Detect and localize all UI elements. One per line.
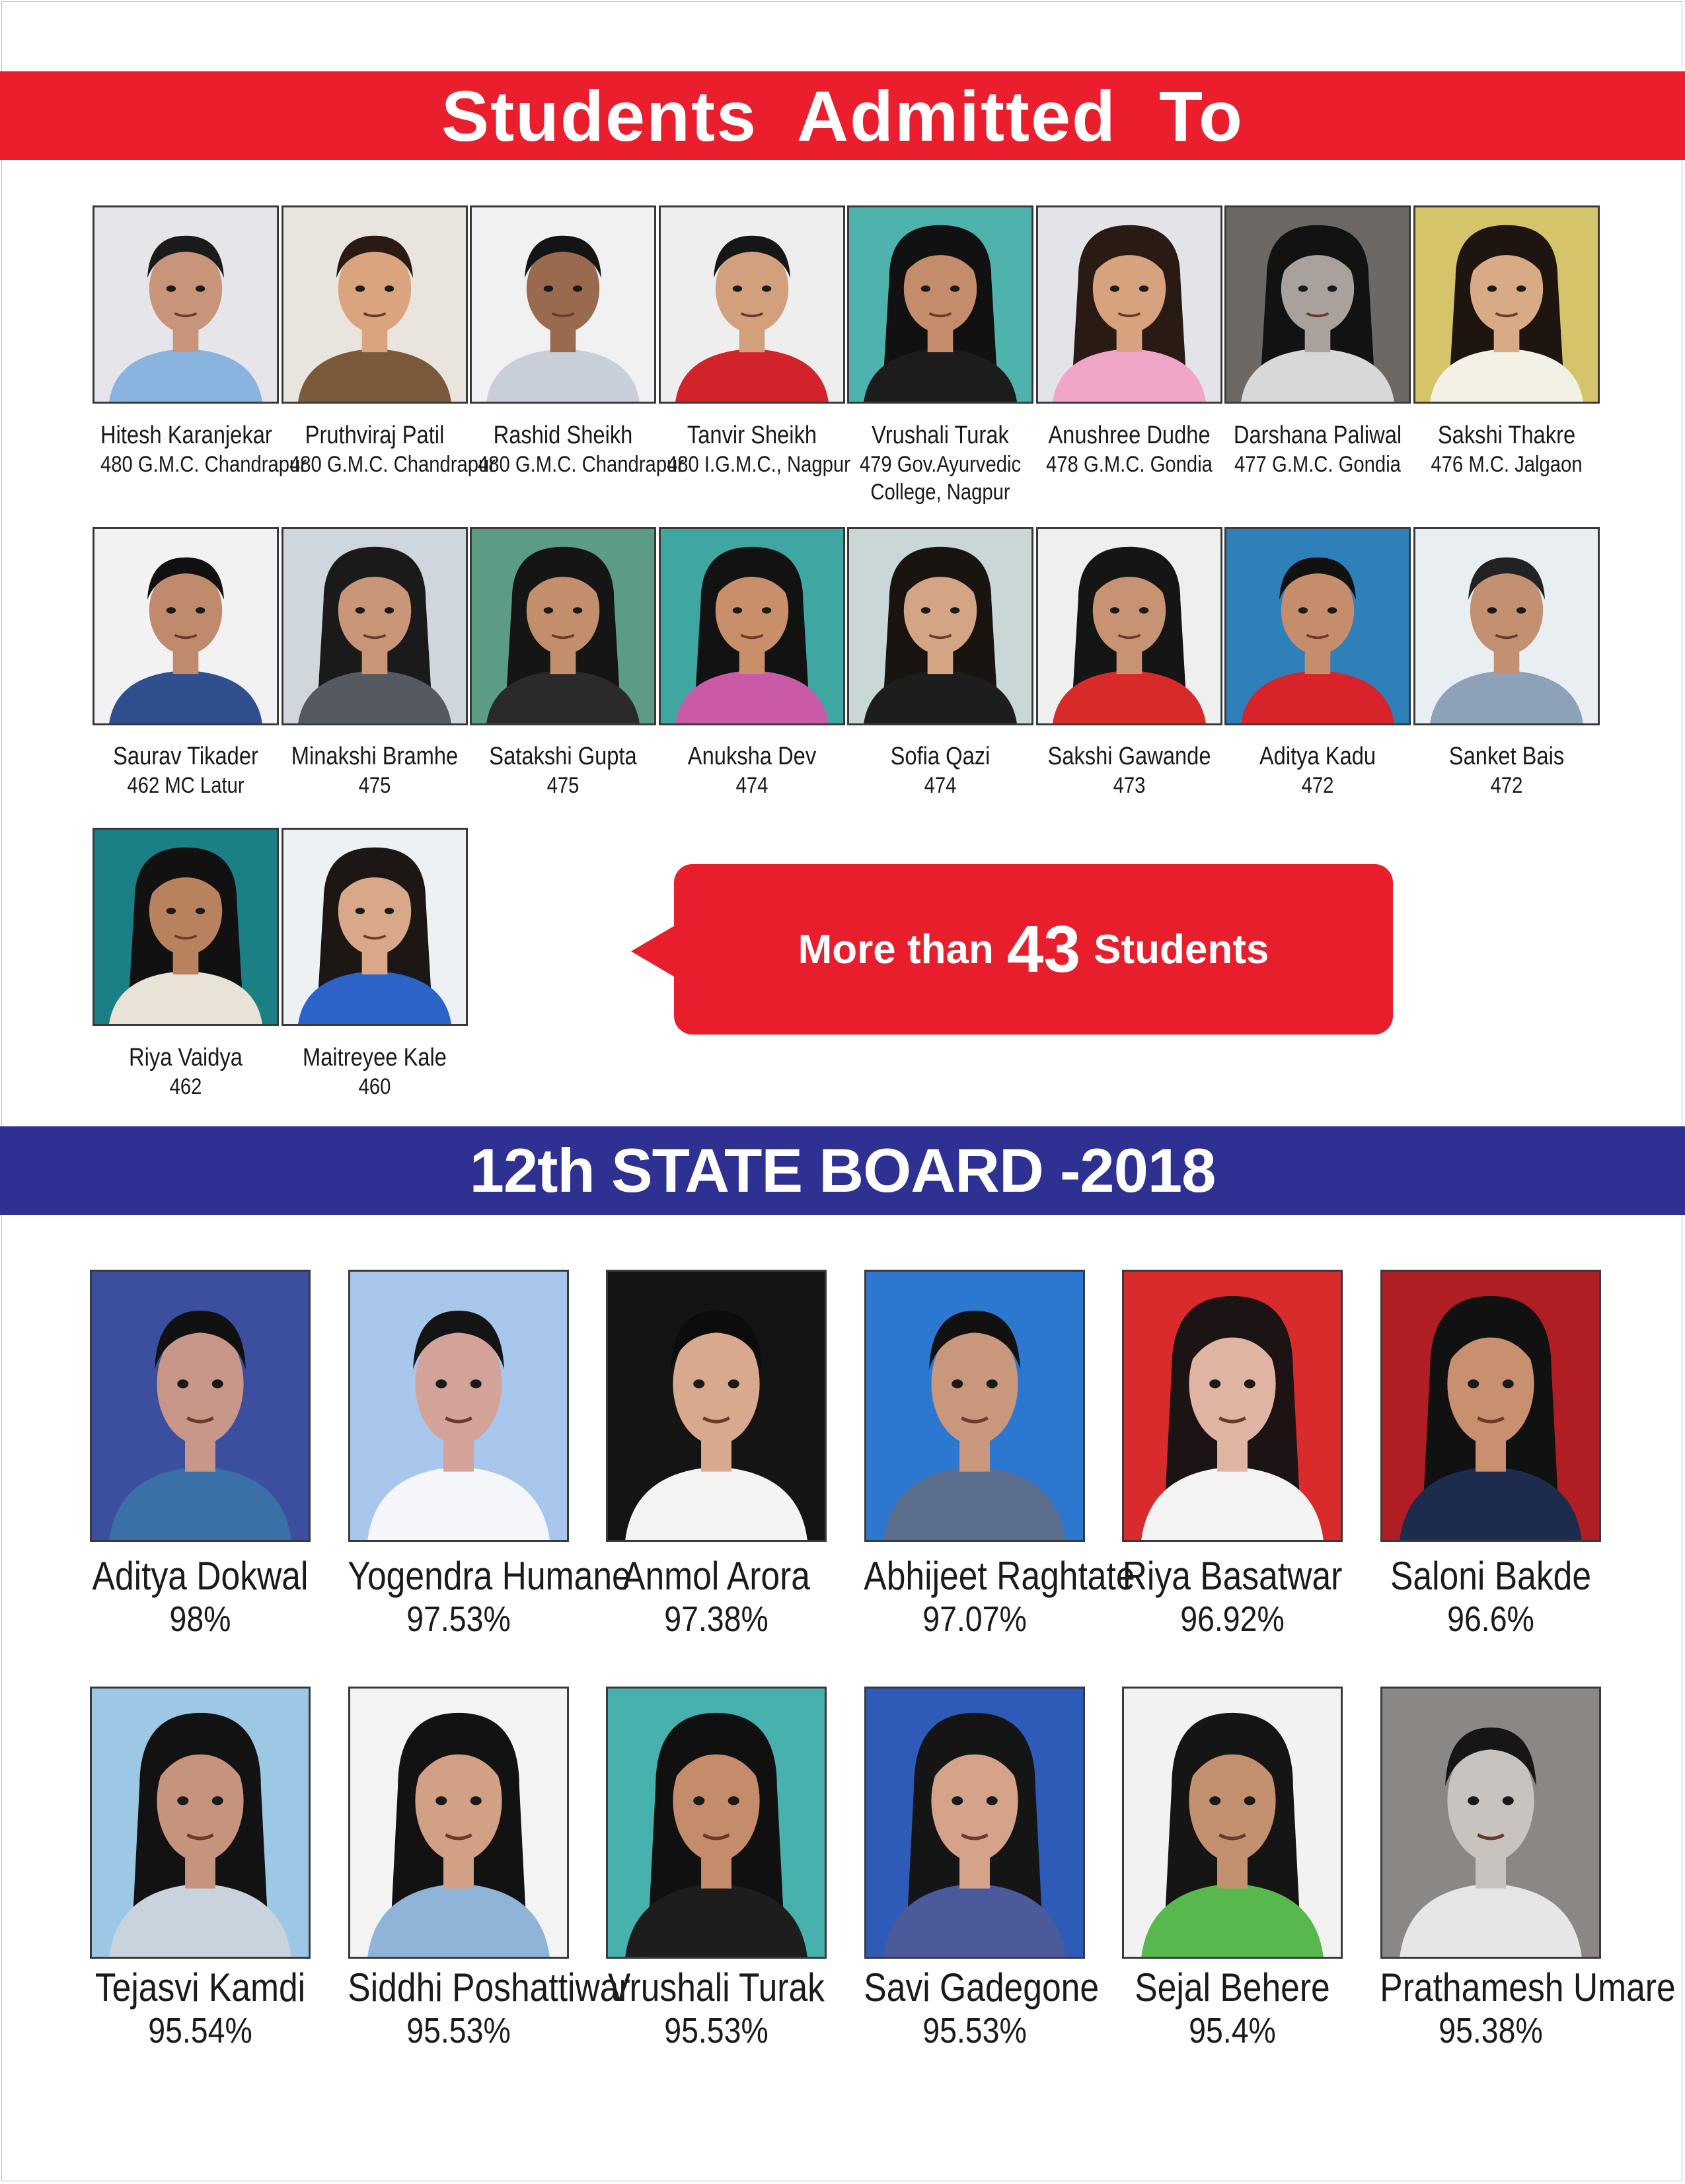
admitted-banner — [0, 71, 1685, 160]
student-name: Rashid Sheikh — [493, 421, 633, 449]
student-score: 462 MC Latur — [127, 773, 244, 798]
student-photo — [1036, 527, 1222, 725]
callout-prefix: More than — [798, 926, 994, 972]
student-photo — [281, 205, 468, 404]
student-score: 474 — [924, 773, 957, 798]
student-score: 476 M.C. Jalgaon — [1431, 452, 1583, 477]
student-photo-art — [350, 1689, 567, 1957]
student-caption — [89, 1554, 311, 1640]
student-photo-art — [283, 830, 466, 1024]
student-caption — [89, 1965, 311, 2051]
callout-arrow — [631, 925, 676, 978]
student-name: Abhijeet Raghtate — [864, 1554, 1135, 1598]
student-caption — [478, 741, 648, 799]
student-caption — [855, 741, 1026, 799]
student-photo — [1380, 1687, 1601, 1959]
student-name: Maitreyee Kale — [303, 1044, 447, 1072]
student-photo — [864, 1270, 1085, 1542]
student-photo — [606, 1270, 827, 1542]
student-photo-art — [1226, 207, 1409, 402]
student-caption — [100, 420, 307, 478]
student-score: 95.53% — [406, 2011, 511, 2051]
student-score-line2: College, Nagpur — [870, 480, 1010, 505]
student-score: 97.53% — [406, 1599, 511, 1639]
student-name: Anushree Dudhe — [1048, 421, 1211, 449]
student-caption — [1121, 1554, 1343, 1640]
board-title: 12th STATE BOARD -2018 — [469, 1136, 1216, 1205]
student-photo-art — [92, 1689, 309, 1957]
student-score: 95.4% — [1189, 2011, 1276, 2051]
student-score: 97.38% — [664, 1599, 768, 1639]
student-photo-art — [472, 529, 654, 723]
student-name: Vrushali Turak — [608, 1965, 825, 2010]
student-score: 97.07% — [922, 1599, 1027, 1639]
student-photo-art — [472, 207, 654, 402]
student-photo — [847, 205, 1033, 404]
student-score: 478 G.M.C. Gondia — [1046, 452, 1213, 477]
student-photo — [93, 527, 279, 725]
student-photo-art — [1038, 207, 1220, 402]
student-score: 479 Gov.Ayurvedic — [859, 452, 1022, 477]
student-caption — [289, 741, 460, 799]
student-photo — [1224, 527, 1411, 725]
student-score: 472 — [1490, 773, 1523, 798]
student-score: 96.6% — [1447, 1599, 1534, 1639]
student-caption — [289, 420, 496, 478]
student-caption — [667, 420, 850, 478]
student-caption — [1380, 1965, 1676, 2051]
student-photo-art — [1382, 1272, 1599, 1540]
student-photo-art — [661, 529, 843, 723]
student-name: Darshana Paliwal — [1233, 421, 1402, 449]
student-photo — [659, 205, 845, 404]
student-name: Riya Basatwar — [1122, 1554, 1343, 1598]
student-name: Aditya Dokwal — [92, 1554, 309, 1598]
student-score: 472 — [1301, 773, 1334, 798]
student-photo-art — [1124, 1689, 1341, 1957]
student-photo — [90, 1687, 311, 1959]
student-caption — [1232, 420, 1403, 478]
student-photo — [348, 1270, 569, 1542]
student-caption — [855, 420, 1026, 506]
student-caption — [1044, 741, 1215, 799]
callout-suffix: Students — [1094, 926, 1269, 972]
student-photo-art — [866, 1689, 1083, 1957]
student-name: Saloni Bakde — [1390, 1554, 1592, 1598]
student-photo — [90, 1270, 311, 1542]
student-photo-art — [849, 207, 1031, 402]
student-score: 98% — [169, 1599, 231, 1639]
student-caption — [864, 1965, 1100, 2051]
student-caption — [1380, 1554, 1601, 1640]
admitted-title: Students Admitted To — [441, 75, 1244, 156]
student-photo-art — [350, 1272, 567, 1540]
student-photo — [606, 1687, 827, 1959]
student-photo — [659, 527, 845, 725]
student-photo — [847, 527, 1033, 725]
student-caption — [667, 741, 837, 799]
student-photo — [93, 828, 279, 1026]
student-name: Sakshi Thakre — [1437, 421, 1576, 449]
student-caption — [1232, 741, 1403, 799]
students-callout — [674, 864, 1393, 1035]
student-photo-art — [1226, 529, 1409, 723]
student-photo — [1122, 1687, 1343, 1959]
student-name: Aditya Kadu — [1259, 743, 1376, 770]
student-caption — [1421, 420, 1592, 478]
student-photo — [1122, 1270, 1343, 1542]
student-photo — [348, 1687, 569, 1959]
student-photo — [281, 527, 468, 725]
student-score: 475 — [358, 773, 391, 798]
student-score: 95.53% — [664, 2011, 768, 2051]
student-score: 95.53% — [922, 2011, 1027, 2051]
student-score: 477 G.M.C. Gondia — [1234, 452, 1401, 477]
student-score: 462 — [169, 1074, 202, 1099]
student-score: 480 G.M.C. Chandrapur — [100, 452, 307, 477]
board-banner — [0, 1126, 1685, 1215]
student-photo — [1036, 205, 1222, 404]
student-score: 474 — [735, 773, 768, 798]
student-name: Saurav Tikader — [113, 743, 258, 770]
student-photo — [1224, 205, 1411, 404]
student-name: Prathamesh Umare — [1380, 1965, 1676, 2010]
student-name: Sakshi Gawande — [1047, 743, 1211, 770]
student-photo-art — [94, 207, 277, 402]
student-score: 475 — [546, 773, 580, 798]
student-name: Sejal Behere — [1135, 1965, 1330, 2010]
student-score: 480 G.M.C. Chandrapur — [289, 452, 496, 477]
student-name: Savi Gadegone — [864, 1965, 1100, 2010]
student-name: Anuksha Dev — [687, 743, 817, 770]
student-photo — [864, 1687, 1085, 1959]
student-score: 480 I.G.M.C., Nagpur — [667, 452, 850, 477]
student-name: Anmol Arora — [622, 1554, 810, 1598]
student-name: Siddhi Poshattiwar — [348, 1965, 630, 2010]
student-caption — [864, 1554, 1135, 1640]
student-photo-art — [661, 207, 843, 402]
student-photo-art — [608, 1272, 825, 1540]
student-photo — [470, 205, 656, 404]
student-name: Yogendra Humane — [348, 1554, 631, 1598]
student-score: 96.92% — [1180, 1599, 1285, 1639]
student-photo — [93, 205, 279, 404]
student-caption — [478, 420, 685, 478]
student-photo-art — [1382, 1689, 1599, 1957]
student-caption — [605, 1965, 827, 2051]
student-name: Minakshi Bramhe — [291, 743, 459, 770]
student-caption — [100, 741, 271, 799]
student-photo — [1413, 205, 1600, 404]
student-name: Riya Vaidya — [129, 1044, 243, 1072]
student-name: Tejasvi Kamdi — [94, 1965, 306, 2010]
student-photo-art — [849, 529, 1031, 723]
student-score: 95.38% — [1439, 2011, 1543, 2051]
student-caption — [100, 1042, 271, 1101]
student-score: 480 G.M.C. Chandrapur — [478, 452, 685, 477]
student-caption — [348, 1965, 630, 2051]
student-name: Satakshi Gupta — [489, 743, 637, 770]
student-photo — [1380, 1270, 1601, 1542]
student-photo-art — [1415, 529, 1598, 723]
student-name: Tanvir Sheikh — [687, 421, 817, 449]
student-name: Hitesh Karanjekar — [100, 421, 272, 449]
student-photo-art — [92, 1272, 309, 1540]
student-photo-art — [1415, 207, 1598, 402]
student-photo-art — [866, 1272, 1083, 1540]
student-caption — [605, 1554, 827, 1640]
student-name: Pruthviraj Patil — [305, 421, 445, 449]
student-caption — [1121, 1965, 1343, 2051]
student-photo-art — [283, 529, 466, 723]
student-score: 460 — [358, 1074, 391, 1099]
student-caption — [289, 1042, 460, 1101]
student-name: Sofia Qazi — [890, 743, 991, 770]
student-photo-art — [283, 207, 466, 402]
student-photo — [470, 527, 656, 725]
student-score: 95.54% — [148, 2011, 252, 2051]
student-photo-art — [608, 1689, 825, 1957]
student-name: Vrushali Turak — [872, 421, 1009, 449]
callout-count: 43 — [1006, 912, 1081, 986]
student-photo — [1413, 527, 1600, 725]
student-photo — [281, 828, 468, 1026]
student-photo-art — [94, 830, 277, 1024]
student-photo-art — [94, 529, 277, 723]
student-photo-art — [1124, 1272, 1341, 1540]
student-name: Sanket Bais — [1448, 743, 1565, 770]
student-caption — [1044, 420, 1215, 478]
student-caption — [348, 1554, 631, 1640]
student-photo-art — [1038, 529, 1220, 723]
student-score: 473 — [1113, 773, 1146, 798]
student-caption — [1421, 741, 1592, 799]
